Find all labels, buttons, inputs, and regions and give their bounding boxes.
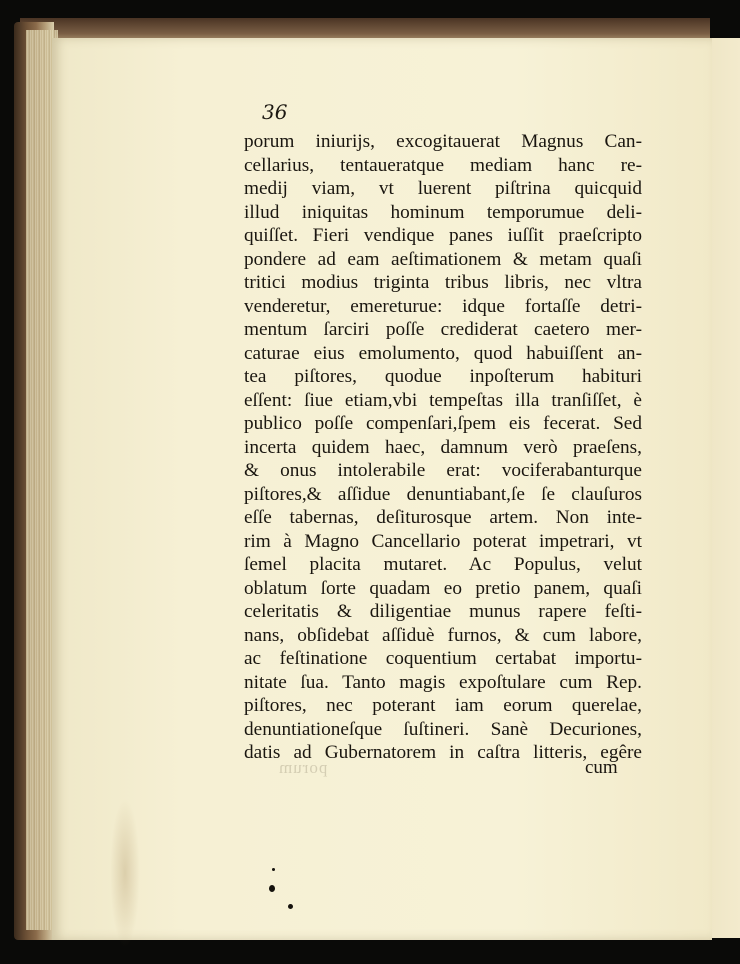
text-line: ſemel placita mutaret. Ac Populus, velut	[244, 554, 642, 575]
text-line: pondere ad eam aeſtimationem & metam quaſi	[244, 248, 642, 270]
text-line: caturae eius emolumento, quod habuiſſent an-	[244, 342, 642, 364]
text-line: incerta quidem haec, damnum verò praeſens,	[244, 436, 642, 458]
text-line: medij viam, vt luerent piſtrina quicquid	[244, 178, 642, 199]
text-line: cellarius, tentaueratque mediam hanc re-	[244, 154, 642, 176]
text-line: eſſe tabernas, deſiturosque artem. Non inte-	[244, 507, 642, 528]
text-line: tea piſtores, quodue inpoſterum habituri	[244, 366, 642, 387]
text-line: porum iniurijs, excogitauerat Magnus Can-	[244, 131, 642, 152]
text-line: datis ad Gubernatorem in caſtra litteris, egêre	[244, 742, 642, 763]
text-line: mentum ſarciri poſſe crediderat caetero mer-	[244, 319, 642, 340]
text-line: venderetur, emereturue: idque fortaſſe detri-	[244, 295, 642, 317]
text-line: piſtores,& aſſidue denuntiabant,ſe ſe clauſuros	[244, 483, 642, 505]
page-stain	[110, 798, 140, 948]
page-number: 36	[262, 100, 288, 124]
text-line: ac feſtinatione coquentium certabat importu-	[244, 648, 642, 669]
text-line: illud iniquitas hominum temporumue deli-	[244, 201, 642, 223]
text-line: tritici modius triginta tribus libris, nec vltra	[244, 272, 642, 293]
text-line: nans, obſidebat aſſiduè furnos, & cum labore,	[244, 624, 642, 646]
ink-spot	[272, 868, 275, 871]
bleed-through-text: porum	[278, 758, 328, 777]
text-line: denuntiationeſque ſuſtineri. Sanè Decuriones,	[244, 718, 642, 740]
text-line: nitate ſua. Tanto magis expoſtulare cum Rep.	[244, 671, 642, 693]
text-line: quiſſet. Fieri vendique panes iuſſit praeſcripto	[244, 225, 642, 246]
text-line: celeritatis & diligentiae munus rapere feſti-	[244, 601, 642, 622]
text-line: piſtores, nec poterant iam eorum querelae,	[244, 695, 642, 716]
body-text	[244, 130, 642, 765]
ink-spot	[269, 885, 275, 892]
catchword: cum	[585, 757, 618, 778]
text-line: oblatum ſorte quadam eo pretio panem, quaſi	[244, 577, 642, 599]
text-line: publico poſſe compenſari,ſpem eis fecerat. Sed	[244, 413, 642, 434]
text-line: eſſent: ſiue etiam,vbi tempeſtas illa tranſiſſet, è	[244, 389, 642, 411]
text-line: rim à Magno Cancellario poterat impetrari, vt	[244, 530, 642, 552]
ink-spot	[288, 904, 293, 909]
text-line: & onus intolerabile erat: vociferabanturque	[244, 460, 642, 481]
